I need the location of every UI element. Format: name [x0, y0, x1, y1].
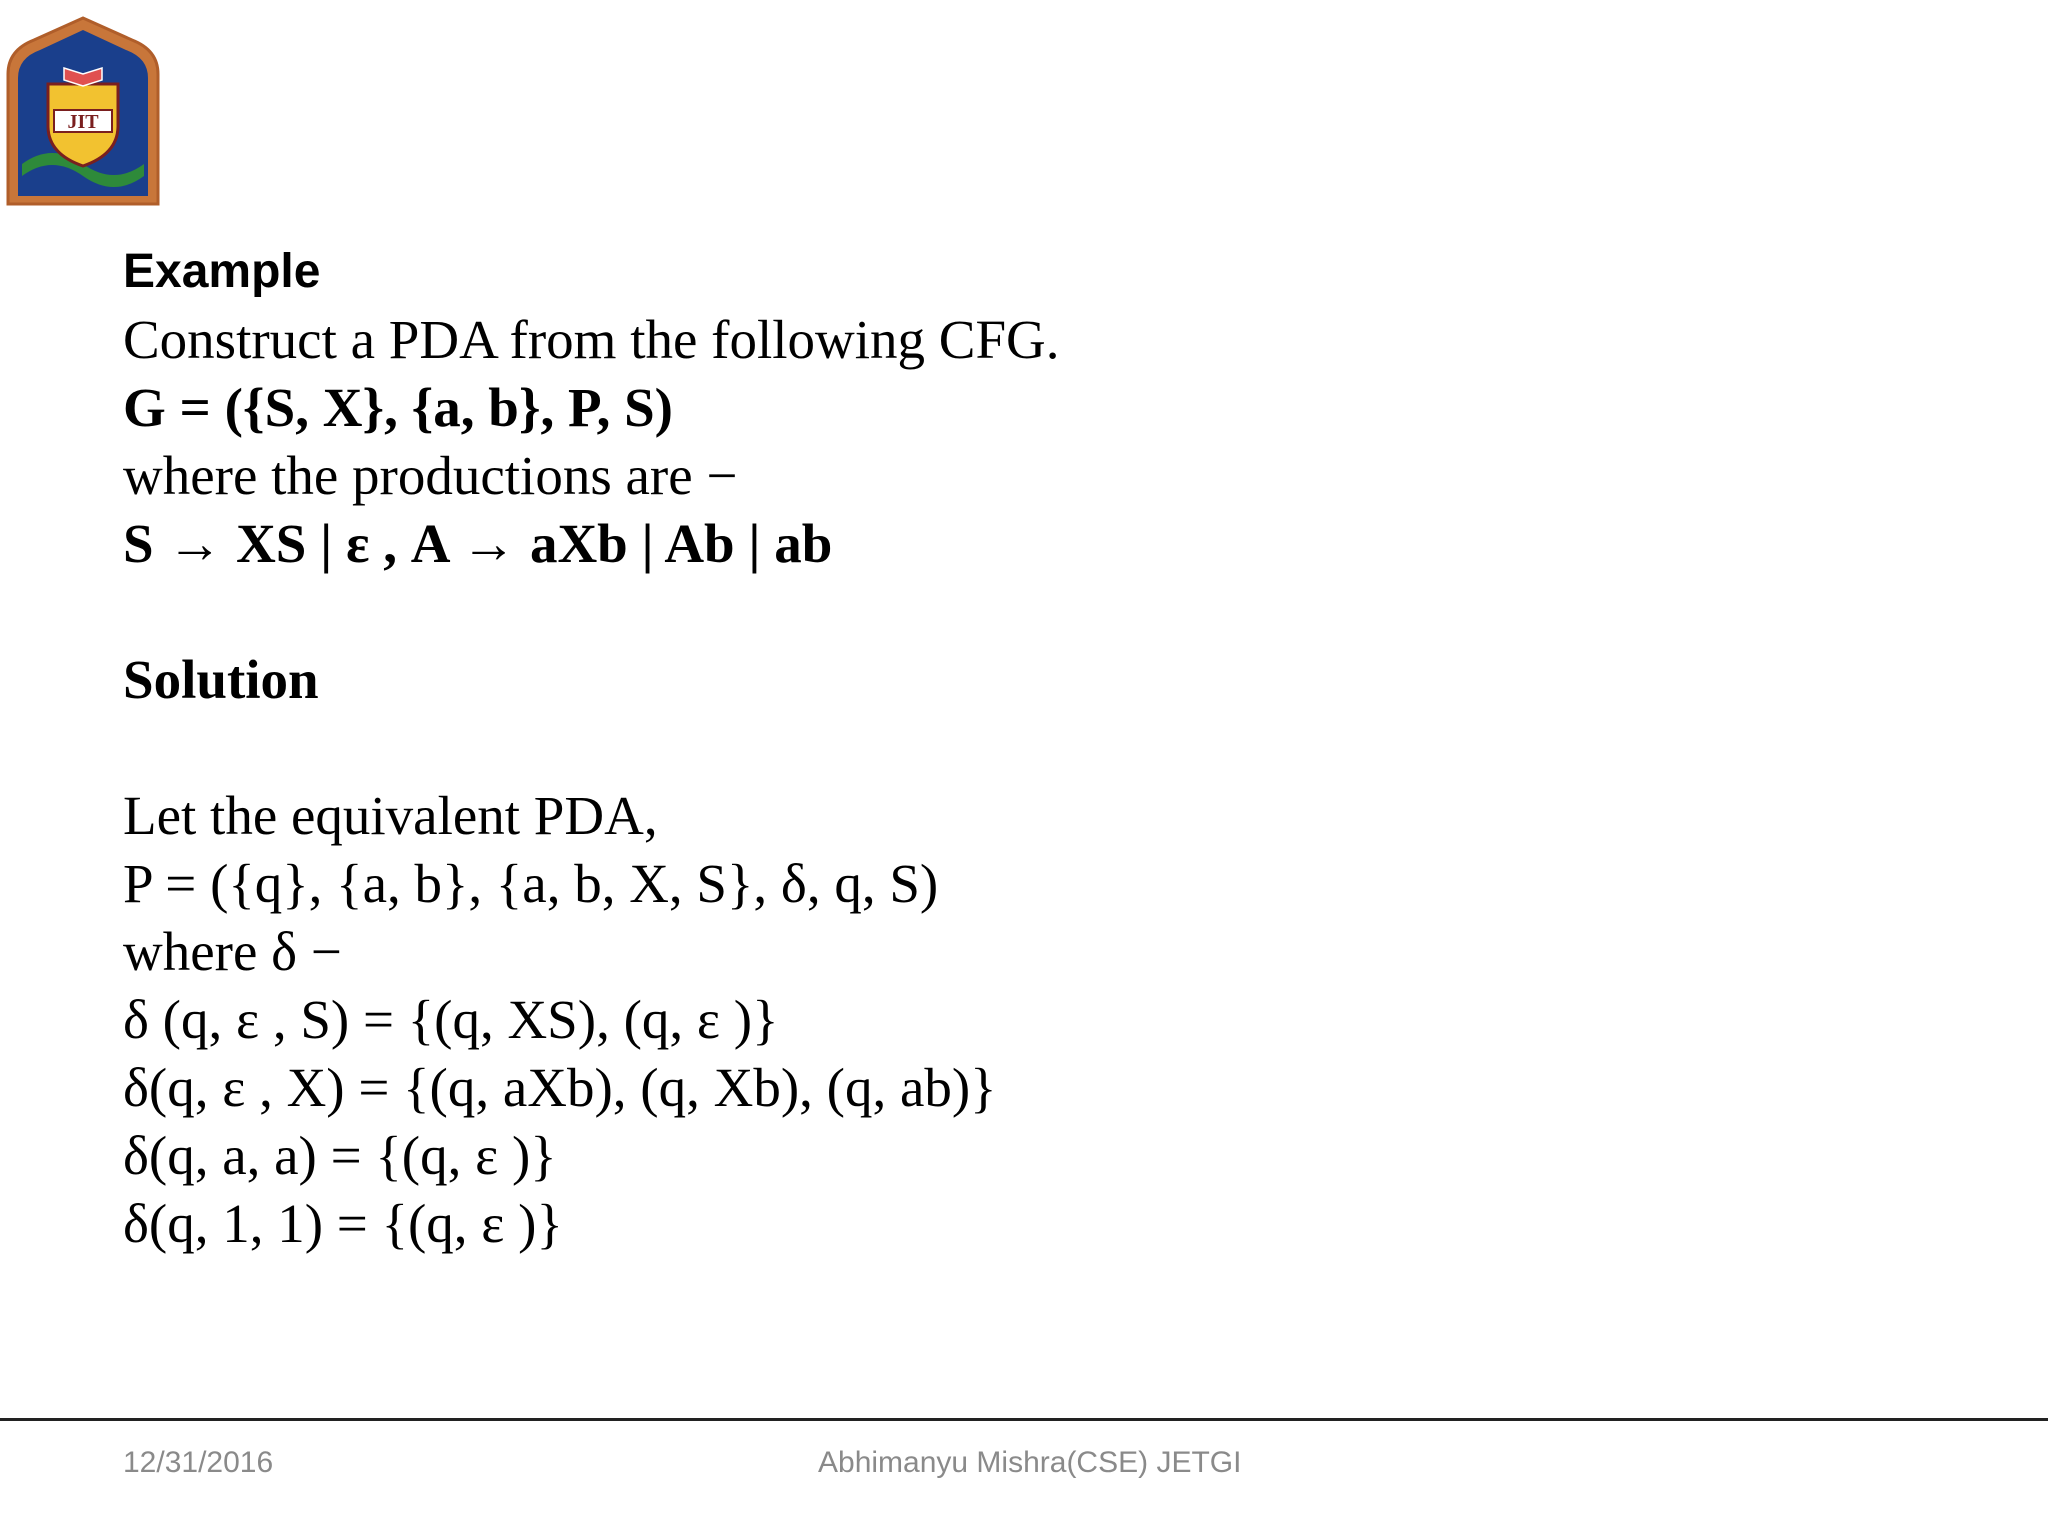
grammar-definition: G = ({S, X}, {a, b}, P, S) [123, 377, 673, 438]
college-logo [4, 14, 162, 208]
example-line-3: where the productions are − [123, 445, 738, 506]
spacer [123, 578, 1923, 646]
slide-content [123, 238, 1923, 1258]
footer-divider [0, 1418, 2048, 1421]
transition-1: δ (q, ε , S) = {(q, XS), (q, ε )} [123, 989, 779, 1050]
pda-definition: P = ({q}, {a, b}, {a, b, X, S}, δ, q, S) [123, 853, 939, 914]
example-line-1: Construct a PDA from the following CFG. [123, 309, 1060, 370]
spacer [123, 714, 1923, 782]
example-heading: Example [123, 245, 321, 298]
logo-text: JIT [67, 111, 99, 133]
footer-date: 12/31/2016 [123, 1446, 274, 1479]
production-rules: S → XS | ε , A → aXb | Ab | ab [123, 513, 833, 574]
solution-line-1: Let the equivalent PDA, [123, 785, 658, 846]
footer-author: Abhimanyu Mishra(CSE) JETGI [818, 1446, 1242, 1479]
transition-4: δ(q, 1, 1) = {(q, ε )} [123, 1193, 563, 1254]
transition-2: δ(q, ε , X) = {(q, aXb), (q, Xb), (q, ab)} [123, 1057, 997, 1118]
solution-line-3: where δ − [123, 921, 342, 982]
solution-heading: Solution [123, 649, 319, 710]
transition-3: δ(q, a, a) = {(q, ε )} [123, 1125, 557, 1186]
